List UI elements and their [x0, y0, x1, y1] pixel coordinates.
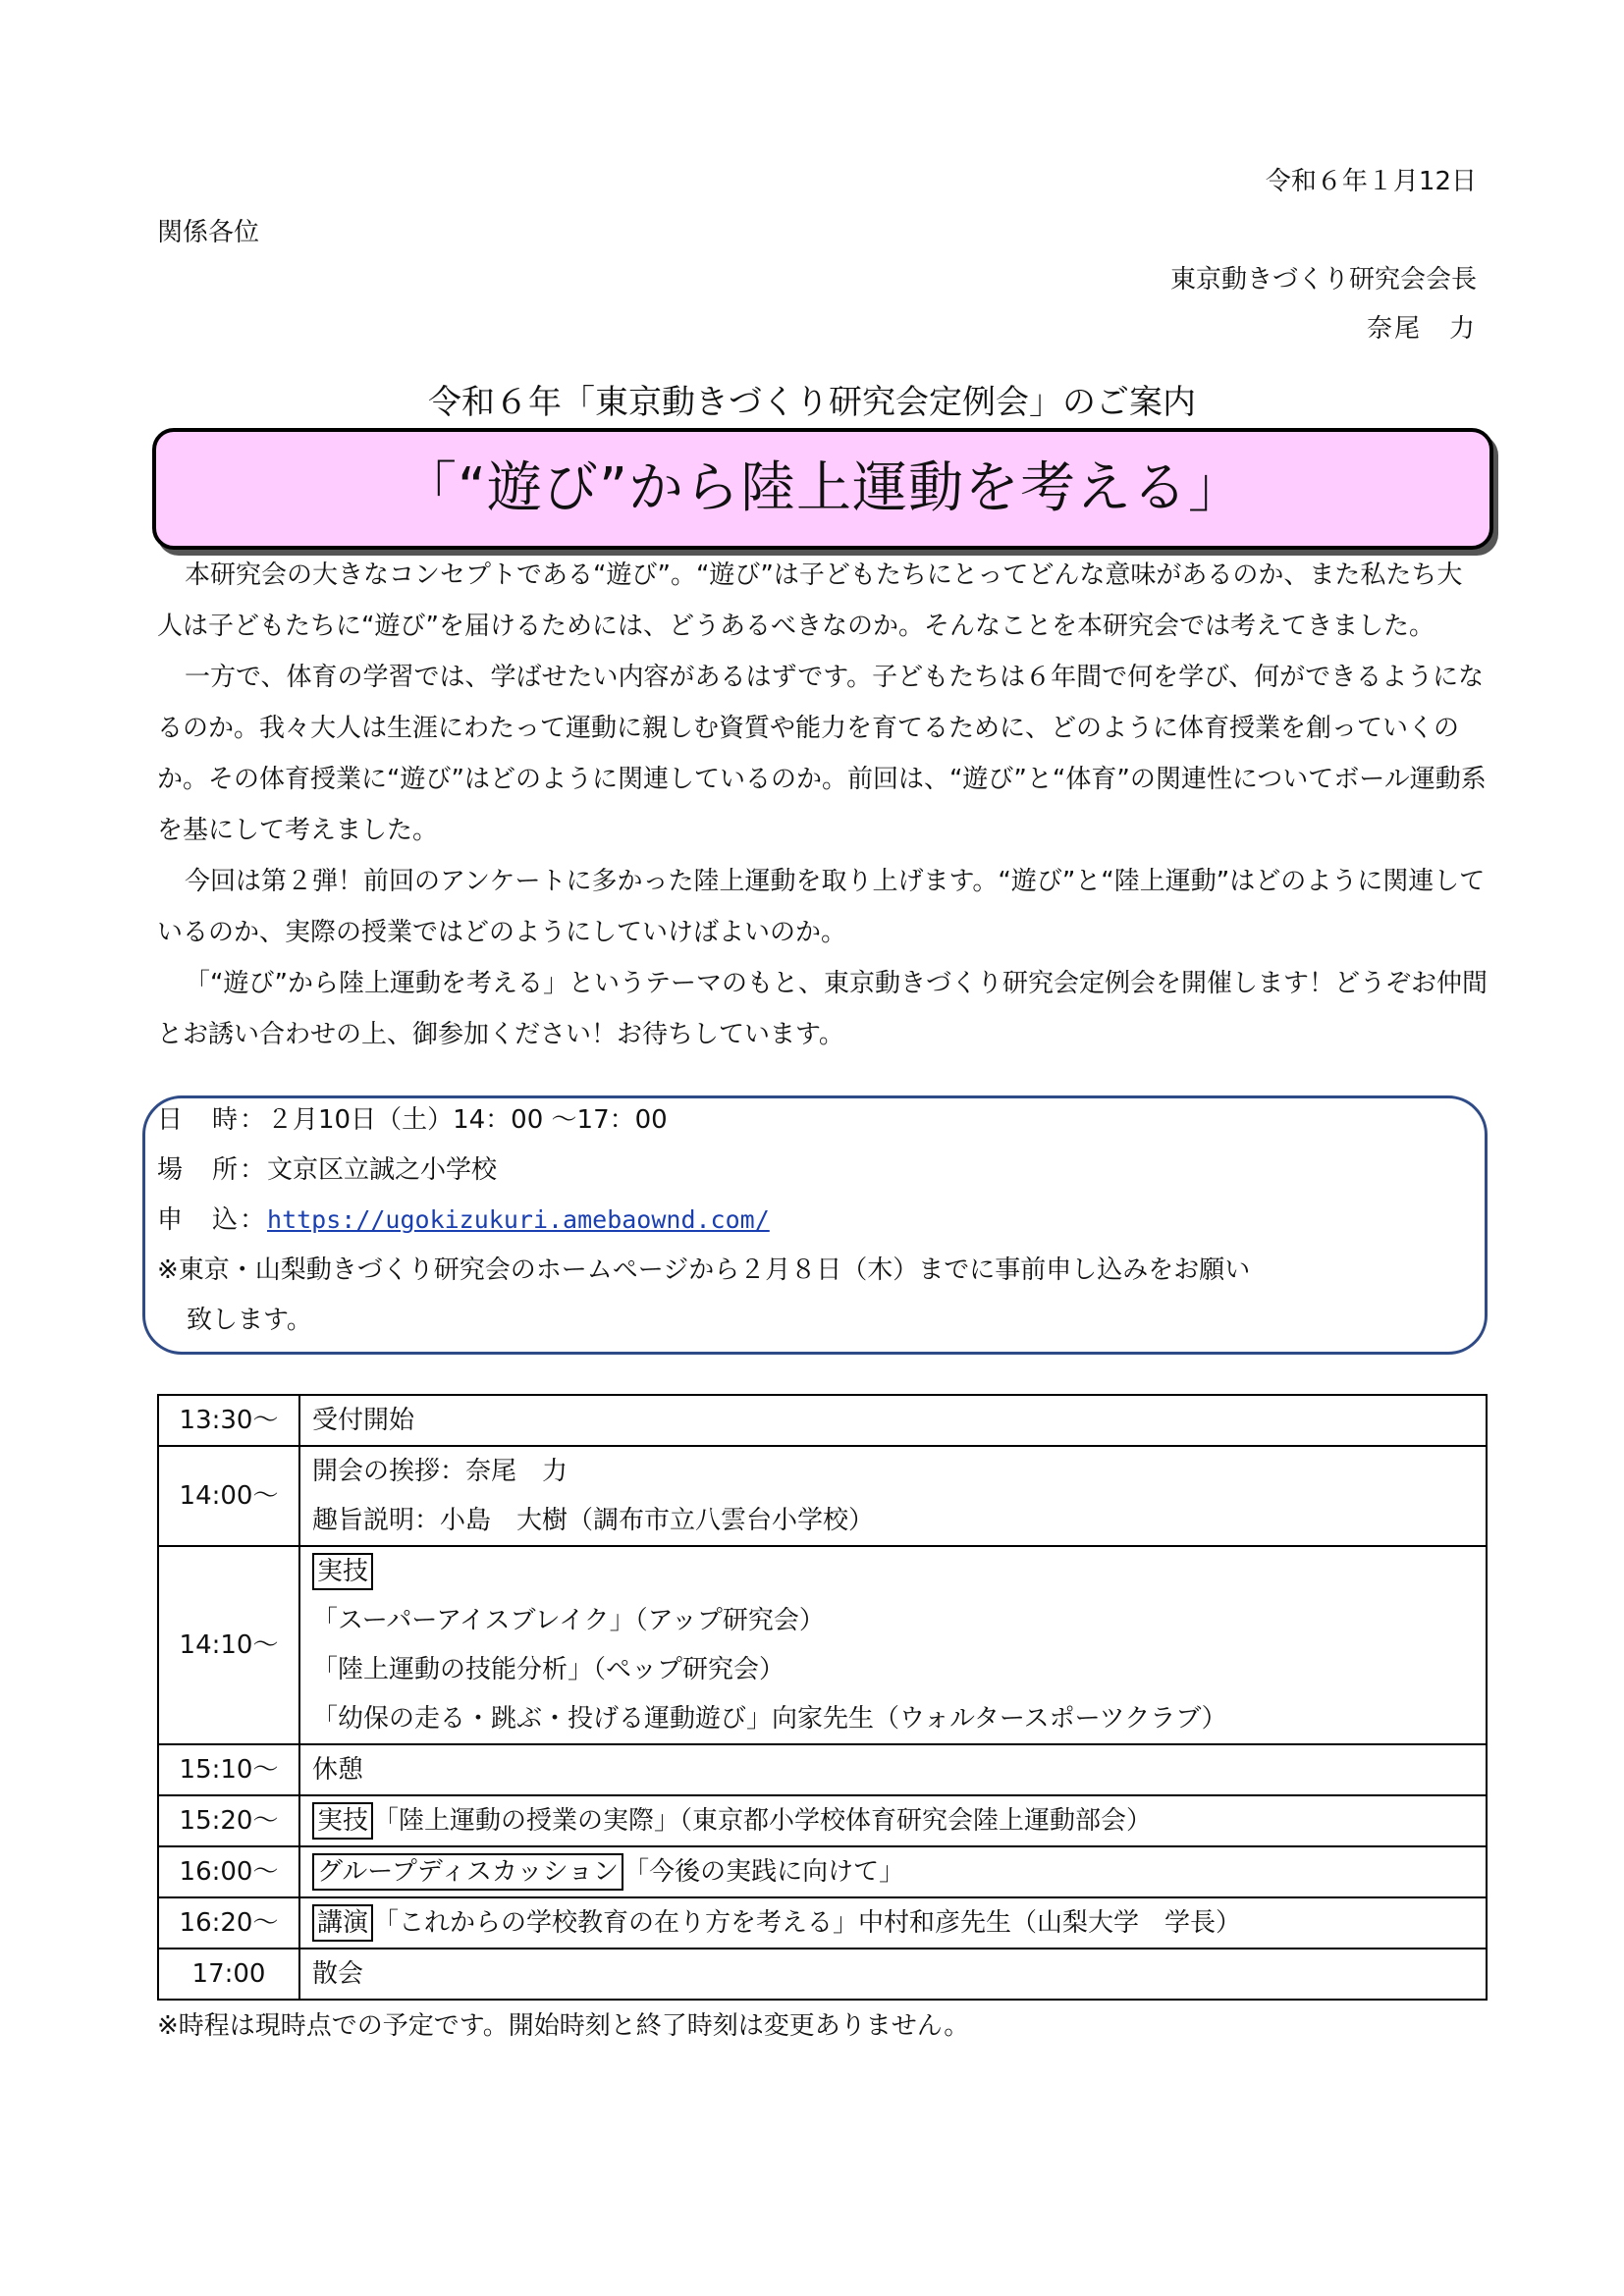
schedule-line: 開会の挨拶：奈尾 力 — [312, 1457, 568, 1486]
schedule-tag: グループディスカッション — [312, 1853, 623, 1891]
info-place — [157, 1153, 497, 1187]
schedule-item — [299, 1546, 1487, 1744]
table-row — [158, 1446, 1487, 1546]
schedule-item: 受付開始 — [299, 1395, 1487, 1446]
body-paragraph: 今回は第２弾！前回のアンケートに多かった陸上運動を取り上げます。“遊び”と“陸上運動”はどのように関連しているのか、実際の授業ではどのようにしていけばよいのか。 — [157, 867, 1486, 947]
body-paragraph: 「“遊び”から陸上運動を考える」というテーマのもと、東京動きづくり研究会定例会を開催します！どうぞお仲間とお誘い合わせの上、御参加ください！お待ちしています。 — [157, 969, 1488, 1049]
schedule-time: 14:00～ — [158, 1446, 299, 1546]
schedule-time: 17:00 — [158, 1949, 299, 2000]
schedule-item — [299, 1846, 1487, 1897]
info-application — [157, 1203, 770, 1237]
schedule-item — [299, 1795, 1487, 1846]
info-place-label: 場 所： — [157, 1155, 268, 1185]
body-text — [157, 550, 1488, 1060]
schedule-item — [299, 1897, 1487, 1949]
schedule-time: 15:10～ — [158, 1744, 299, 1795]
schedule-tag: 講演 — [312, 1904, 373, 1942]
schedule-item: 休憩 — [299, 1744, 1487, 1795]
schedule-table — [157, 1394, 1488, 2001]
schedule-item — [299, 1446, 1487, 1546]
info-place-value: 文京区立誠之小学校 — [267, 1155, 498, 1185]
info-note-continued: 致します。 — [187, 1306, 312, 1335]
organization-name: 東京動きづくり研究会会長 — [1169, 265, 1477, 294]
theme-banner-text: 「“遊び”から陸上運動を考える」 — [401, 456, 1245, 520]
president-name: 奈尾 力 — [1366, 314, 1477, 344]
schedule-tag: 実技 — [312, 1802, 373, 1840]
table-row — [158, 1846, 1487, 1897]
table-row — [158, 1395, 1487, 1446]
schedule-line: 「陸上運動の技能分析」（ペップ研究会） — [312, 1655, 785, 1684]
table-row — [158, 1897, 1487, 1949]
schedule-note: ※時程は現時点での予定です。開始時刻と終了時刻は変更ありません。 — [157, 2011, 970, 2041]
info-note: ※東京・山梨動きづくり研究会のホームページから２月８日（木）までに事前申し込みをお願い — [157, 1255, 1251, 1285]
schedule-line: 「幼保の走る・跳ぶ・投げる運動遊び」向家先生（ウォルタースポーツクラブ） — [312, 1704, 1227, 1734]
table-row — [158, 1949, 1487, 2000]
schedule-line: 「スーパーアイスブレイク」（アップ研究会） — [312, 1606, 825, 1635]
schedule-line: 「これからの学校教育の在り方を考える」中村和彦先生（山梨大学 学長） — [373, 1908, 1242, 1938]
registration-link[interactable]: https://ugokizukuri.amebaownd.com/ — [267, 1205, 770, 1234]
table-row — [158, 1744, 1487, 1795]
schedule-time: 14:10～ — [158, 1546, 299, 1744]
body-paragraph: 一方で、体育の学習では、学ばせたい内容があるはずです。子どもたちは６年間で何を学び、何ができるようになるのか。我々大人は生涯にわたって運動に親しむ資質や能力を育てるために、どのように体育授業を創っていくのか。その体育授業に“遊び”はどのように関連しているのか。前回は、“遊び”と“体育”の関連性についてボール運動系を基にして考えました。 — [157, 663, 1487, 845]
schedule-item: 散会 — [299, 1949, 1487, 2000]
schedule-time: 16:00～ — [158, 1846, 299, 1897]
recipients: 関係各位 — [157, 218, 260, 247]
schedule-time: 15:20～ — [158, 1795, 299, 1846]
theme-banner — [152, 428, 1493, 550]
info-datetime-value: ２月10日（土）14：00 ～17：00 — [267, 1105, 668, 1135]
issue-date: 令和６年１月12日 — [1265, 167, 1477, 196]
schedule-line: 「陸上運動の授業の実際」（東京都小学校体育研究会陸上運動部会） — [373, 1806, 1153, 1836]
info-application-label: 申 込： — [157, 1205, 268, 1235]
schedule-time: 13:30～ — [158, 1395, 299, 1446]
schedule-line: 「今後の実践に向けて」 — [623, 1857, 905, 1887]
document-title: 令和６年「東京動きづくり研究会定例会」のご案内 — [428, 383, 1196, 422]
table-row — [158, 1546, 1487, 1744]
schedule-tag: 実技 — [312, 1553, 373, 1590]
table-row — [158, 1795, 1487, 1846]
body-paragraph: 本研究会の大きなコンセプトである“遊び”。“遊び”は子どもたちにとってどんな意味があるのか、また私たち大人は子どもたちに“遊び”を届けるためには、どうあるべきなのか。そんなことを本研究会では考えてきました。 — [157, 561, 1463, 641]
info-datetime-label: 日 時： — [157, 1105, 268, 1135]
schedule-line: 趣旨説明：小島 大樹（調布市立八雲台小学校） — [312, 1506, 875, 1535]
info-datetime — [157, 1103, 668, 1137]
schedule-time: 16:20～ — [158, 1897, 299, 1949]
